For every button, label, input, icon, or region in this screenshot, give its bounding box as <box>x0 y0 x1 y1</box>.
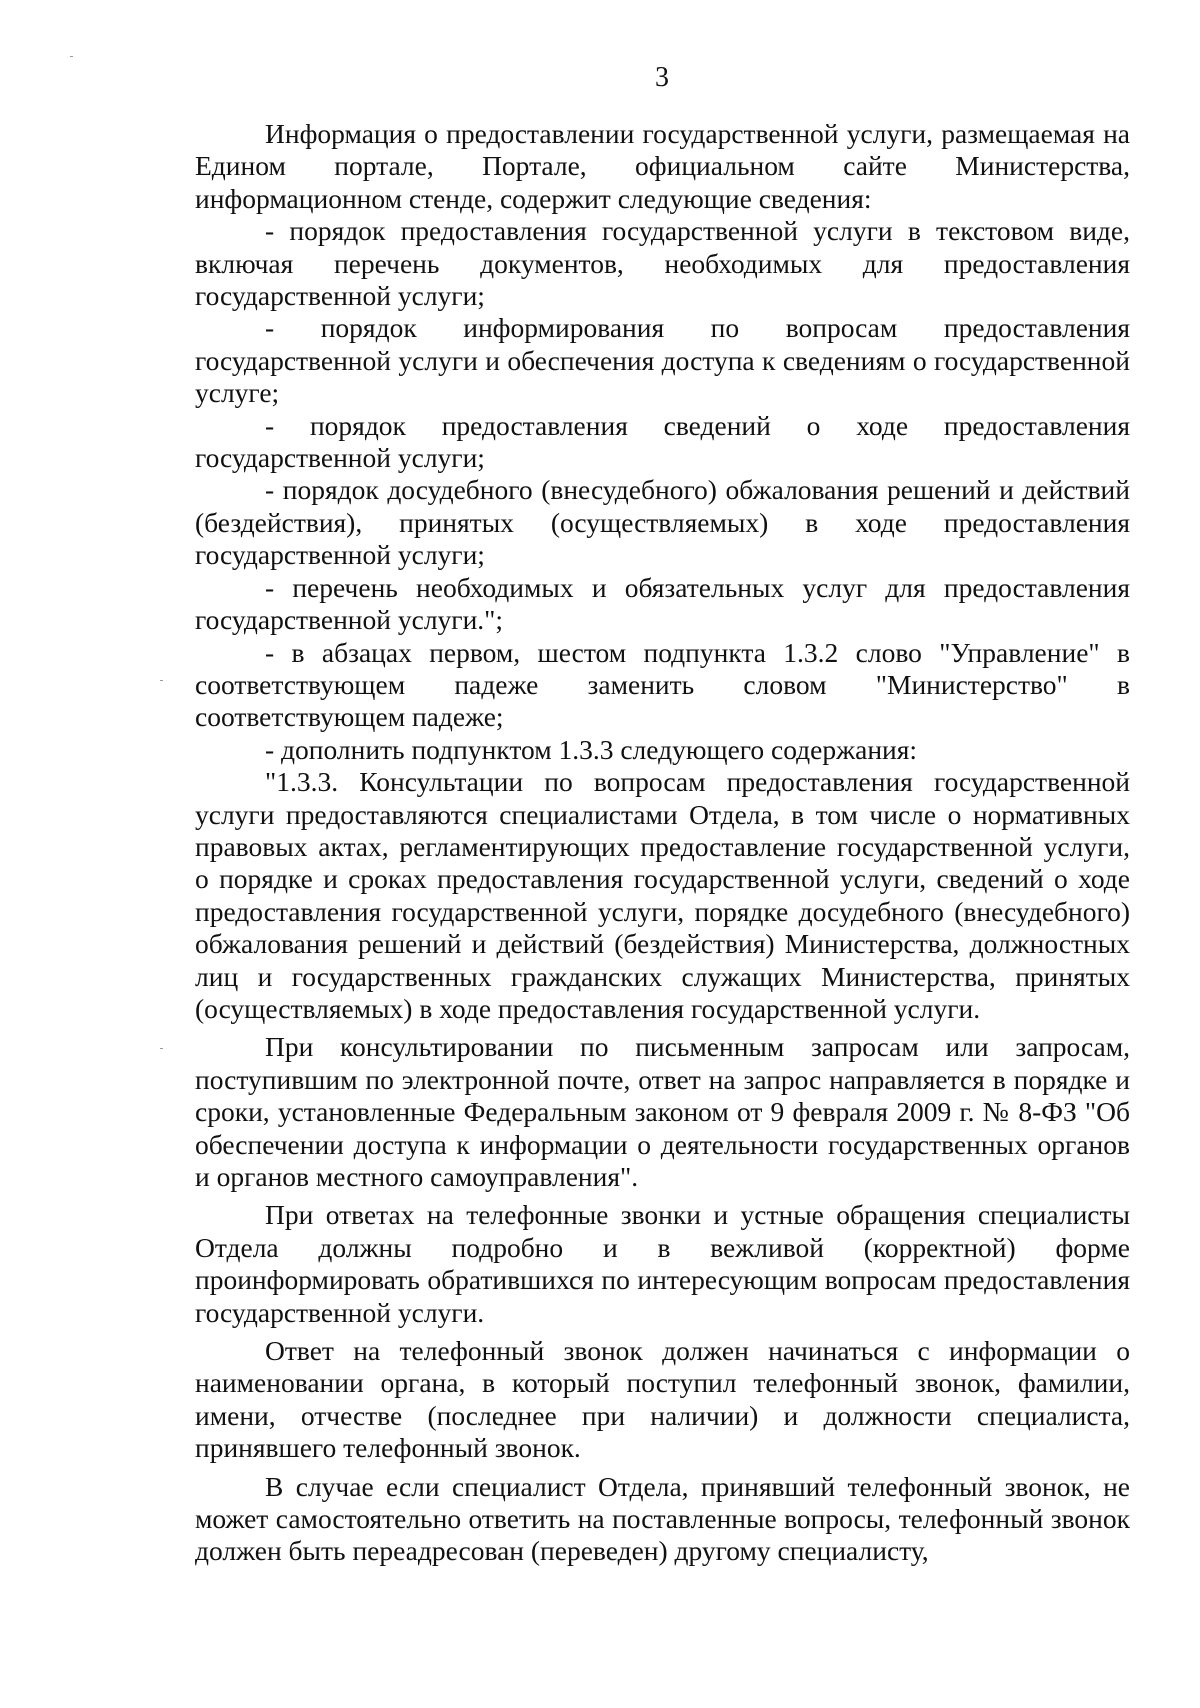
document-body <box>195 118 1130 1568</box>
list-item-informing-procedure: - порядок информирования по вопросам предоставления государственной услуги и обеспечения доступа к сведениям о государственной услуге; <box>195 312 1130 409</box>
list-item-required-services: - перечень необходимых и обязательных услуг для предоставления государственной услуги."; <box>195 571 1130 636</box>
scan-speck <box>70 56 73 57</box>
scan-speck <box>160 1048 163 1049</box>
amendment-add-subpoint: - дополнить подпунктом 1.3.3 следующего содержания: <box>265 733 918 765</box>
paragraph-phone-greeting: Ответ на телефонный звонок должен начинаться с информации о наименовании органа, в который поступил телефонный звонок, фамилии, имени, отчестве (последнее при наличии) и должности специалиста, принявшего телефонный звонок. <box>195 1335 1130 1464</box>
paragraph-phone-answers: При ответах на телефонные звонки и устные обращения специалисты Отдела должны подробно и в вежливой (корректной) форме проинформировать обратившихся по интересующим вопросам предоставления государственной услуги. <box>195 1199 1130 1328</box>
scan-speck <box>160 680 163 681</box>
paragraph-call-redirect: В случае если специалист Отдела, принявший телефонный звонок, не может самостоятельно ответить на поставленные вопросы, телефонный звонок должен быть переадресован (переведен) другому специалисту, <box>195 1470 1130 1567</box>
amendment-replace-word: - в абзацах первом, шестом подпункта 1.3.2 слово "Управление" в соответствующем падеже заменить словом "Министерство" в соответствующем падеже; <box>195 636 1130 733</box>
page-number: 3 <box>655 62 669 93</box>
subpoint-1-3-3: "1.3.3. Консультации по вопросам предоставления государственной услуги предоставляются специалистами Отдела, в том числе о нормативных правовых актах, регламентирующих предоставление государственной услуги, о порядке и сроках предоставления государственной услуги, сведений о ходе предоставления государственной услуги, порядке досудебного (внесудебного) обжалования решений и действий (бездействия) Министерства, должностных лиц и государственных гражданских служащих Министерства, принятых (осуществляемых) в ходе предоставления государственной услуги. <box>195 766 1130 1024</box>
list-item-procedure-text: - порядок предоставления государственной услуги в текстовом виде, включая перечень документов, необходимых для предоставления государственной услуги; <box>195 215 1130 312</box>
list-item-appeal-procedure: - порядок досудебного (внесудебного) обжалования решений и действий (бездействия), принятых (осуществляемых) в ходе предоставления государственной услуги; <box>195 474 1130 571</box>
paragraph-written-requests: При консультировании по письменным запросам или запросам, поступившим по электронной почте, ответ на запрос направляется в порядке и сроки, установленные Федеральным законом от 9 февраля 2009 г. № 8-ФЗ "Об обеспечении доступа к информации о деятельности государственных органов и органов местного самоуправления". <box>195 1031 1130 1192</box>
list-item-progress-info: - порядок предоставления сведений о ходе предоставления государственной услуги; <box>195 409 1130 474</box>
paragraph-intro: Информация о предоставлении государственной услуги, размещаемая на Едином портале, Портале, официальном сайте Министерства, информационном стенде, содержит следующие сведения: <box>195 118 1130 214</box>
